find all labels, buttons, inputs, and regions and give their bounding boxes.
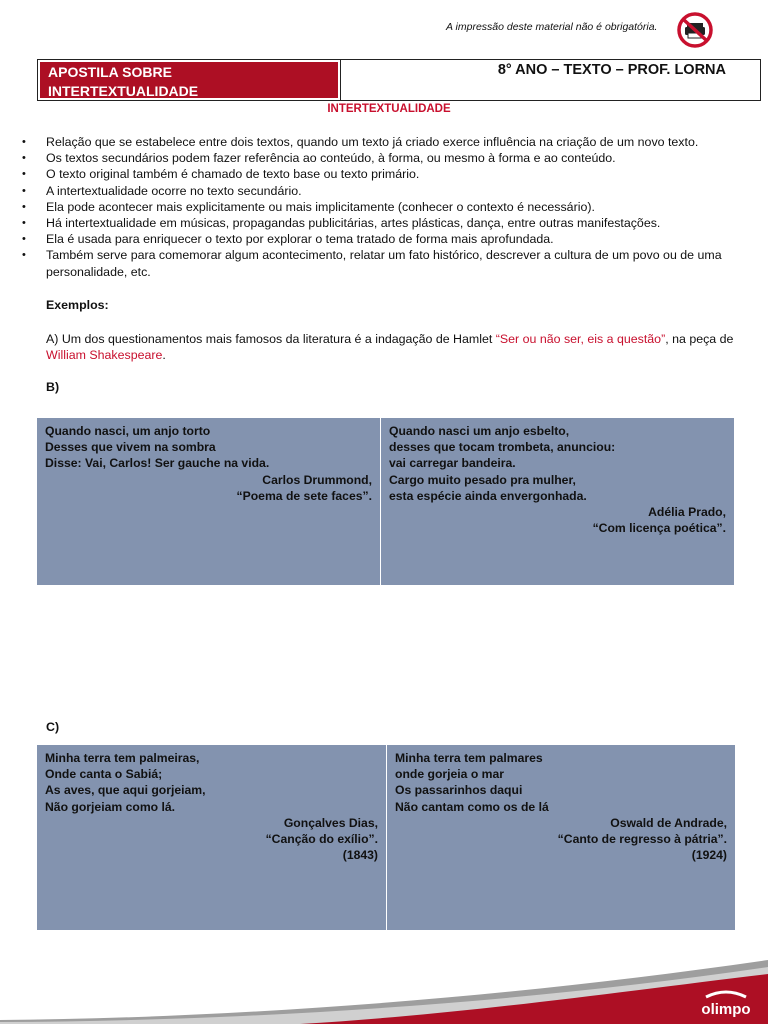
- no-print-icon: [677, 12, 713, 48]
- header-class-cell: 8° ANO – TEXTO – PROF. LORNA: [340, 60, 760, 100]
- olimpo-logo-text: olimpo: [701, 1001, 751, 1018]
- list-item: • Relação que se estabelece entre dois textos, quando um texto já criado exerce influência na criação de um novo texto.: [22, 134, 737, 150]
- poem-line: Minha terra tem palmeiras,: [45, 751, 200, 765]
- shakespeare-name: William Shakespeare: [46, 348, 163, 363]
- hamlet-quote: “Ser ou não ser, eis a questão”: [495, 332, 666, 346]
- list-item: • Ela pode acontecer mais explicitamente ou mais implicitamente (conhecer o contexto é necessário).: [22, 199, 737, 215]
- header-title-line2: INTERTEXTUALIDADE: [48, 83, 199, 99]
- bullet-list: [22, 134, 737, 280]
- examples-label: Exemplos:: [46, 298, 109, 312]
- example-b-label: B): [46, 380, 60, 394]
- header-table: [37, 59, 761, 101]
- poem-work: “Canção do exílio”.: [265, 832, 378, 847]
- poem-line: onde gorjeia o mar: [395, 767, 505, 782]
- poem-line: Disse: Vai, Carlos! Ser gauche na vida.: [45, 456, 270, 471]
- poem-table-b: [37, 418, 734, 585]
- poem-adelia-prado: [380, 418, 734, 585]
- poem-line: desses que tocam trombeta, anunciou:: [389, 440, 616, 455]
- poem-year: (1843): [342, 848, 378, 863]
- list-item: • Também serve para comemorar algum acontecimento, relatar um fato histórico, descrever a cultura de um povo ou de uma personalidade, etc.: [22, 247, 737, 279]
- poem-line: Onde canta o Sabiá;: [45, 767, 163, 782]
- example-a: [46, 331, 736, 363]
- poem-line: Quando nasci, um anjo torto: [45, 424, 211, 438]
- poem-line: esta espécie ainda envergonhada.: [389, 488, 587, 503]
- poem-author: Gonçalves Dias,: [283, 815, 378, 830]
- poem-author: Carlos Drummond,: [262, 472, 372, 487]
- print-notice: A impressão deste material não é obrigatória.: [446, 21, 658, 33]
- poem-author: Adélia Prado,: [648, 505, 726, 520]
- list-item: • Os textos secundários podem fazer referência ao conteúdo, à forma, ou mesmo à forma e ao conteúdo.: [22, 150, 737, 166]
- poem-goncalves-dias: [37, 745, 386, 930]
- poem-table-c: [37, 745, 735, 930]
- poem-line: Minha terra tem palmares: [395, 751, 543, 765]
- poem-line: Os passarinhos daqui: [395, 783, 523, 798]
- list-item: • A intertextualidade ocorre no texto secundário.: [22, 183, 737, 199]
- poem-drummond: [37, 418, 380, 585]
- poem-line: Não cantam como os de lá: [395, 799, 549, 814]
- example-a-middle: , na peça de: [665, 332, 734, 346]
- olimpo-logo: [690, 985, 762, 1019]
- example-c-label: C): [46, 720, 60, 734]
- poem-line: Não gorjeiam como lá.: [45, 799, 176, 814]
- header-title-cell: [38, 60, 340, 100]
- header-title-line1: APOSTILA SOBRE: [48, 64, 172, 80]
- olimpo-logo-icon: [690, 985, 762, 1019]
- poem-line: Desses que vivem na sombra: [45, 440, 216, 455]
- footer-swoosh: [0, 934, 768, 1024]
- poem-author: Oswald de Andrade,: [610, 815, 727, 830]
- poem-work: “Poema de sete faces”.: [236, 488, 372, 503]
- poem-work: “Canto de regresso à pátria”.: [557, 832, 727, 847]
- poem-year: (1924): [691, 848, 727, 863]
- poem-work: “Com licença poética”.: [592, 521, 726, 536]
- poem-line: vai carregar bandeira.: [389, 456, 516, 471]
- poem-line: Quando nasci um anjo esbelto,: [389, 424, 570, 438]
- list-item: • Ela é usada para enriquecer o texto por explorar o tema tratado de forma mais aprofundada.: [22, 231, 737, 247]
- list-item: • O texto original também é chamado de texto base ou texto primário.: [22, 166, 737, 182]
- example-a-end: .: [162, 348, 166, 363]
- poem-oswald-de-andrade: [386, 745, 735, 930]
- list-item: • Há intertextualidade em músicas, propagandas publicitárias, artes plásticas, dança, entre outras manifestações.: [22, 215, 737, 231]
- poem-line: Cargo muito pesado pra mulher,: [389, 472, 576, 487]
- section-subtitle: INTERTEXTUALIDADE: [327, 103, 451, 115]
- poem-line: As aves, que aqui gorjeiam,: [45, 783, 206, 798]
- example-a-prefix: A) Um dos questionamentos mais famosos da literatura é a indagação de Hamlet: [46, 332, 496, 346]
